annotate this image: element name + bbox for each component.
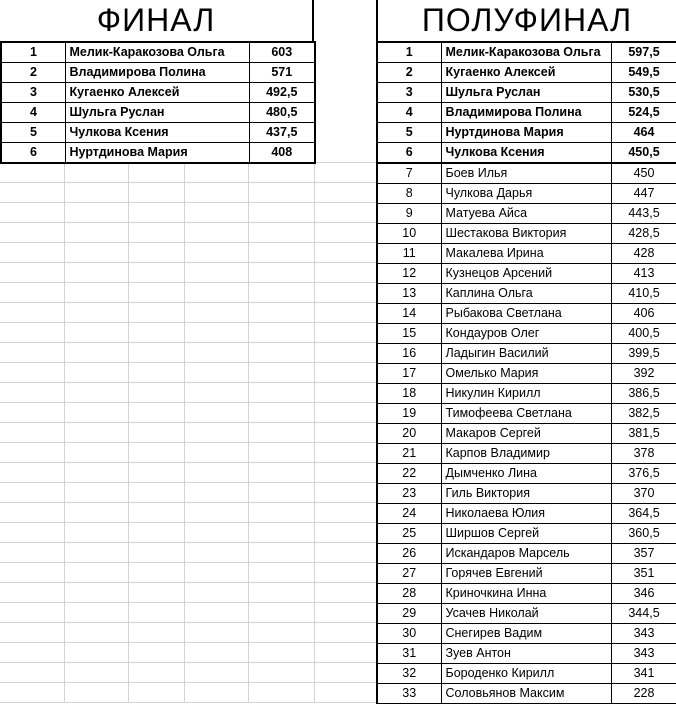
table-row: [377, 544, 676, 564]
participant-name-cell[interactable]: Мелик-Каракозова Ольга: [441, 42, 611, 63]
participant-name-cell[interactable]: Искандаров Марсель: [441, 544, 611, 564]
table-row: [377, 324, 676, 344]
participant-name-cell[interactable]: Шестакова Виктория: [441, 224, 611, 244]
score-cell[interactable]: 357: [611, 544, 676, 564]
score-cell[interactable]: 530,5: [611, 83, 676, 103]
place-cell[interactable]: 18: [377, 384, 441, 404]
place-cell[interactable]: 23: [377, 484, 441, 504]
score-cell[interactable]: 351: [611, 564, 676, 584]
score-cell[interactable]: 381,5: [611, 424, 676, 444]
score-cell[interactable]: 378: [611, 444, 676, 464]
final-results-table: [0, 41, 316, 164]
participant-name-cell[interactable]: Кугаенко Алексей: [65, 83, 249, 103]
place-cell[interactable]: 9: [377, 204, 441, 224]
score-cell[interactable]: 450: [611, 163, 676, 184]
table-row: [377, 304, 676, 324]
place-cell[interactable]: 13: [377, 284, 441, 304]
score-cell[interactable]: 571: [249, 63, 315, 83]
table-row: [377, 564, 676, 584]
semifinal-title: ПОЛУФИНАЛ: [376, 0, 676, 41]
score-cell[interactable]: 447: [611, 184, 676, 204]
place-cell[interactable]: 3: [377, 83, 441, 103]
score-cell[interactable]: 399,5: [611, 344, 676, 364]
table-row: [377, 404, 676, 424]
table-row: [377, 143, 676, 164]
place-cell[interactable]: 32: [377, 664, 441, 684]
score-cell[interactable]: 346: [611, 584, 676, 604]
participant-name-cell[interactable]: Тимофеева Светлана: [441, 404, 611, 424]
place-cell[interactable]: 15: [377, 324, 441, 344]
participant-name-cell[interactable]: Кугаенко Алексей: [441, 63, 611, 83]
table-row: [377, 184, 676, 204]
participant-name-cell[interactable]: Боев Илья: [441, 163, 611, 184]
table-row: [377, 624, 676, 644]
participant-name-cell[interactable]: Рыбакова Светлана: [441, 304, 611, 324]
place-cell[interactable]: 28: [377, 584, 441, 604]
participant-name-cell[interactable]: Усачев Николай: [441, 604, 611, 624]
table-row: [377, 103, 676, 123]
place-cell[interactable]: 4: [1, 103, 65, 123]
participant-name-cell[interactable]: Николаева Юлия: [441, 504, 611, 524]
table-row: [377, 464, 676, 484]
place-cell[interactable]: 11: [377, 244, 441, 264]
table-row: [377, 524, 676, 544]
table-row: [1, 83, 315, 103]
score-cell[interactable]: 443,5: [611, 204, 676, 224]
participant-name-cell[interactable]: Шульга Руслан: [441, 83, 611, 103]
score-cell[interactable]: 408: [249, 143, 315, 164]
place-cell[interactable]: 7: [377, 163, 441, 184]
score-cell[interactable]: 413: [611, 264, 676, 284]
place-cell[interactable]: 1: [377, 42, 441, 63]
score-cell[interactable]: 370: [611, 484, 676, 504]
place-cell[interactable]: 22: [377, 464, 441, 484]
score-cell[interactable]: 386,5: [611, 384, 676, 404]
semifinal-results-table: [376, 41, 676, 704]
table-row: [377, 664, 676, 684]
score-cell[interactable]: 392: [611, 364, 676, 384]
participant-name-cell[interactable]: Ширшов Сергей: [441, 524, 611, 544]
place-cell[interactable]: 27: [377, 564, 441, 584]
place-cell[interactable]: 31: [377, 644, 441, 664]
table-row: [1, 42, 315, 63]
score-cell[interactable]: 428: [611, 244, 676, 264]
table-row: [1, 123, 315, 143]
table-row: [377, 224, 676, 244]
score-cell[interactable]: 382,5: [611, 404, 676, 424]
table-row: [377, 444, 676, 464]
score-cell[interactable]: 344,5: [611, 604, 676, 624]
participant-name-cell[interactable]: Каплина Ольга: [441, 284, 611, 304]
final-title: ФИНАЛ: [0, 0, 314, 41]
participant-name-cell[interactable]: Мелик-Каракозова Ольга: [65, 42, 249, 63]
score-cell[interactable]: 343: [611, 644, 676, 664]
place-cell[interactable]: 6: [1, 143, 65, 164]
participant-name-cell[interactable]: Чулкова Ксения: [65, 123, 249, 143]
place-cell[interactable]: 20: [377, 424, 441, 444]
participant-name-cell[interactable]: Никулин Кирилл: [441, 384, 611, 404]
table-row: [377, 264, 676, 284]
participant-name-cell[interactable]: Карпов Владимир: [441, 444, 611, 464]
table-row: [377, 123, 676, 143]
place-cell[interactable]: 8: [377, 184, 441, 204]
place-cell[interactable]: 10: [377, 224, 441, 244]
place-cell[interactable]: 5: [377, 123, 441, 143]
place-cell[interactable]: 2: [1, 63, 65, 83]
participant-name-cell[interactable]: Криночкина Инна: [441, 584, 611, 604]
score-cell[interactable]: 549,5: [611, 63, 676, 83]
table-row: [377, 364, 676, 384]
participant-name-cell[interactable]: Нуртдинова Мария: [441, 123, 611, 143]
participant-name-cell[interactable]: Соловьянов Максим: [441, 684, 611, 704]
place-cell[interactable]: 14: [377, 304, 441, 324]
score-cell[interactable]: 341: [611, 664, 676, 684]
score-cell[interactable]: 428,5: [611, 224, 676, 244]
score-cell[interactable]: 437,5: [249, 123, 315, 143]
score-cell[interactable]: 597,5: [611, 42, 676, 63]
table-row: [377, 163, 676, 184]
score-cell[interactable]: 464: [611, 123, 676, 143]
table-row: [377, 584, 676, 604]
table-row: [1, 63, 315, 83]
table-row: [1, 103, 315, 123]
table-row: [377, 684, 676, 704]
participant-name-cell[interactable]: Горячев Евгений: [441, 564, 611, 584]
table-row: [377, 344, 676, 364]
place-cell[interactable]: 5: [1, 123, 65, 143]
score-cell[interactable]: 603: [249, 42, 315, 63]
score-cell[interactable]: 343: [611, 624, 676, 644]
place-cell[interactable]: 29: [377, 604, 441, 624]
table-row: [377, 504, 676, 524]
place-cell[interactable]: 17: [377, 364, 441, 384]
table-row: [377, 644, 676, 664]
participant-name-cell[interactable]: Дымченко Лина: [441, 464, 611, 484]
table-row: [377, 83, 676, 103]
place-cell[interactable]: 26: [377, 544, 441, 564]
participant-name-cell[interactable]: Омелько Мария: [441, 364, 611, 384]
score-cell[interactable]: 364,5: [611, 504, 676, 524]
score-cell[interactable]: 480,5: [249, 103, 315, 123]
table-row: [377, 284, 676, 304]
participant-name-cell[interactable]: Снегирев Вадим: [441, 624, 611, 644]
place-cell[interactable]: 16: [377, 344, 441, 364]
place-cell[interactable]: 24: [377, 504, 441, 524]
table-row: [377, 484, 676, 504]
place-cell[interactable]: 25: [377, 524, 441, 544]
table-row: [377, 42, 676, 63]
table-row: [377, 384, 676, 404]
score-cell[interactable]: 406: [611, 304, 676, 324]
participant-name-cell[interactable]: Ладыгин Василий: [441, 344, 611, 364]
score-cell[interactable]: 524,5: [611, 103, 676, 123]
score-cell[interactable]: 360,5: [611, 524, 676, 544]
score-cell[interactable]: 492,5: [249, 83, 315, 103]
table-row: [377, 244, 676, 264]
table-row: [377, 204, 676, 224]
score-cell[interactable]: 450,5: [611, 143, 676, 164]
score-cell[interactable]: 410,5: [611, 284, 676, 304]
place-cell[interactable]: 1: [1, 42, 65, 63]
place-cell[interactable]: 19: [377, 404, 441, 424]
place-cell[interactable]: 3: [1, 83, 65, 103]
table-row: [377, 604, 676, 624]
place-cell[interactable]: 4: [377, 103, 441, 123]
place-cell[interactable]: 12: [377, 264, 441, 284]
participant-name-cell[interactable]: Кондауров Олег: [441, 324, 611, 344]
participant-name-cell[interactable]: Шульга Руслан: [65, 103, 249, 123]
place-cell[interactable]: 30: [377, 624, 441, 644]
table-row: [377, 63, 676, 83]
participant-name-cell[interactable]: Владимирова Полина: [65, 63, 249, 83]
place-cell[interactable]: 6: [377, 143, 441, 164]
place-cell[interactable]: 2: [377, 63, 441, 83]
participant-name-cell[interactable]: Кузнецов Арсений: [441, 264, 611, 284]
participant-name-cell[interactable]: Гиль Виктория: [441, 484, 611, 504]
participant-name-cell[interactable]: Бороденко Кирилл: [441, 664, 611, 684]
table-row: [1, 143, 315, 164]
participant-name-cell[interactable]: Макаров Сергей: [441, 424, 611, 444]
participant-name-cell[interactable]: Владимирова Полина: [441, 103, 611, 123]
place-cell[interactable]: 33: [377, 684, 441, 704]
score-cell[interactable]: 400,5: [611, 324, 676, 344]
score-cell[interactable]: 376,5: [611, 464, 676, 484]
participant-name-cell[interactable]: Чулкова Дарья: [441, 184, 611, 204]
participant-name-cell[interactable]: Нуртдинова Мария: [65, 143, 249, 164]
table-row: [377, 424, 676, 444]
participant-name-cell[interactable]: Макалева Ирина: [441, 244, 611, 264]
score-cell[interactable]: 228: [611, 684, 676, 704]
place-cell[interactable]: 21: [377, 444, 441, 464]
participant-name-cell[interactable]: Зуев Антон: [441, 644, 611, 664]
participant-name-cell[interactable]: Матуева Айса: [441, 204, 611, 224]
participant-name-cell[interactable]: Чулкова Ксения: [441, 143, 611, 164]
